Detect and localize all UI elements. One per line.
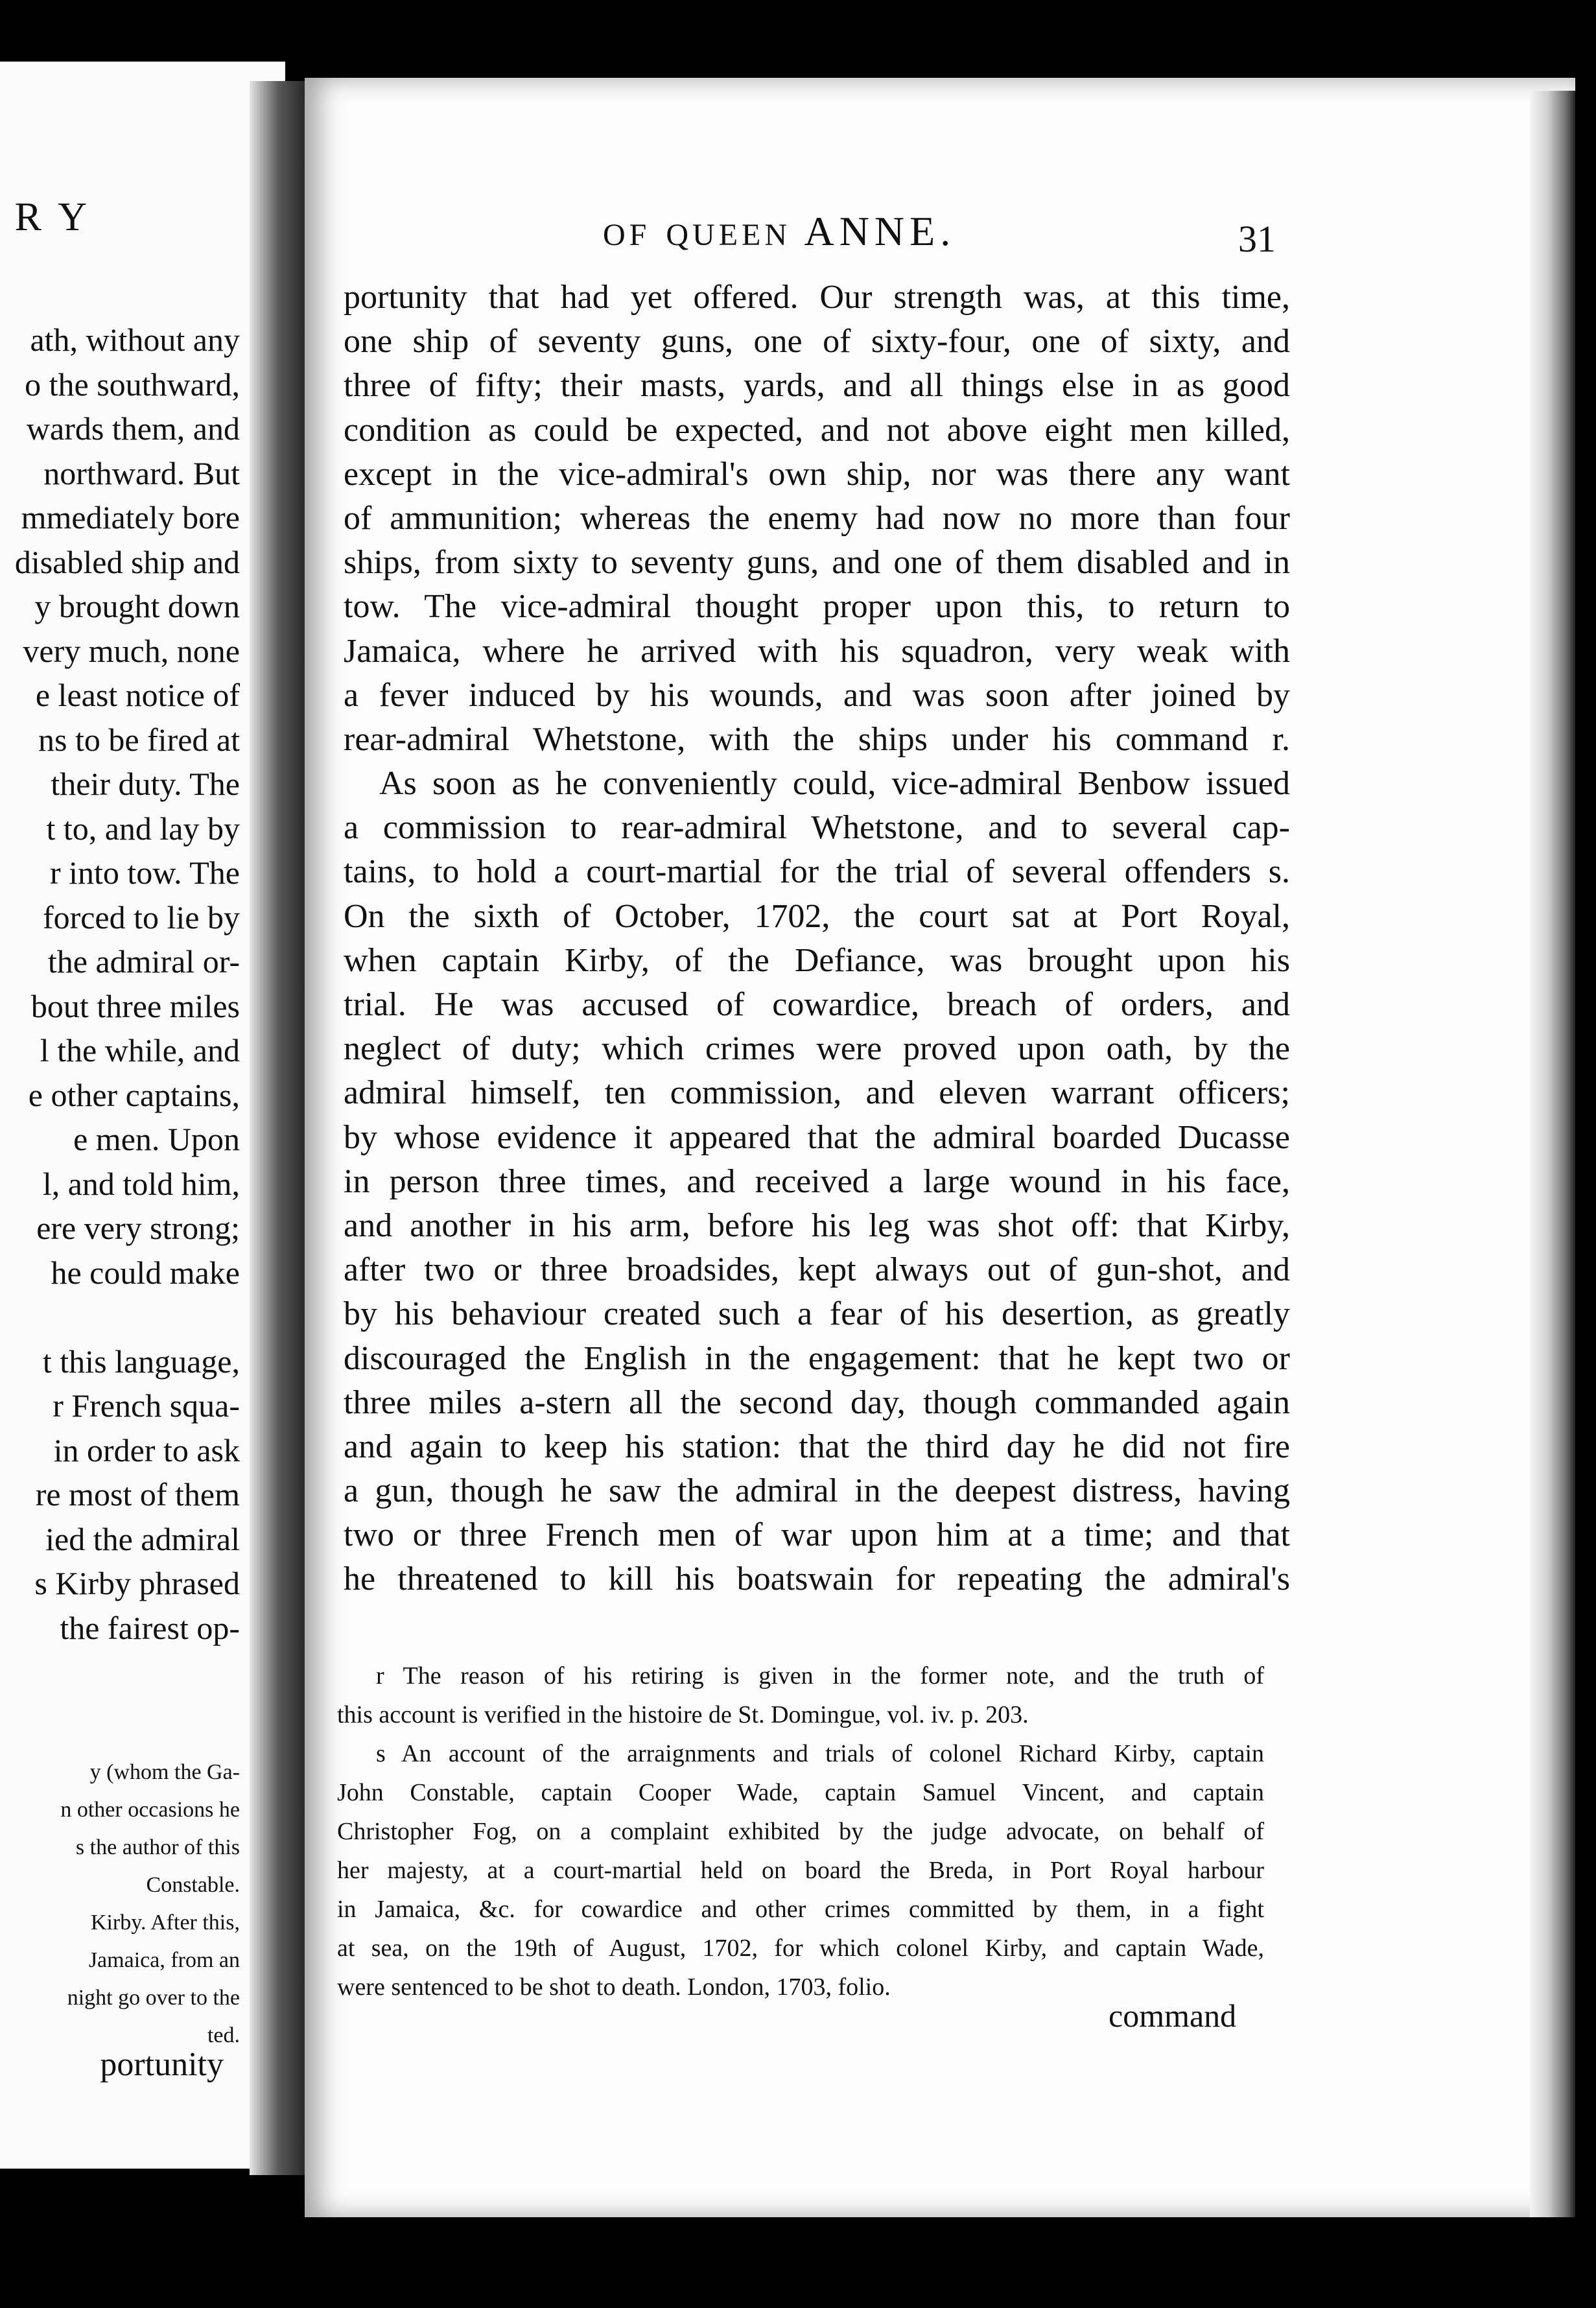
page-number: 31: [1238, 218, 1276, 260]
left-text-line: the fairest op-: [60, 1609, 240, 1646]
left-text-line: mmediately bore: [21, 499, 240, 536]
text-line: in person three times, and received a large wound in his face,: [344, 1162, 1290, 1200]
left-facing-page: [0, 62, 285, 2169]
text-line: As soon as he conveniently could, vice-admiral Benbow issued: [379, 765, 1290, 803]
text-line: On the sixth of October, 1702, the court sat at Port Royal,: [344, 897, 1290, 935]
text-line: one ship of seventy guns, one of sixty-four, one of sixty, and: [344, 323, 1290, 360]
footnote-line: were sentenced to be shot to death. London, 1703, folio.: [337, 1973, 891, 2001]
text-line: three of fifty; their masts, yards, and all things else in as good: [344, 367, 1290, 405]
left-text-line: ns to be fired at: [38, 721, 240, 758]
text-line: when captain Kirby, of the Defiance, was brought upon his: [344, 941, 1290, 979]
left-text-line: disabled ship and: [14, 543, 240, 580]
left-text-line: t to, and lay by: [46, 810, 240, 847]
text-line: tains, to hold a court-martial for the trial of several offenders s.: [344, 853, 1290, 891]
left-text-line: e men. Upon: [73, 1121, 240, 1157]
left-text-line: r French squa-: [53, 1387, 240, 1424]
text-line: by his behaviour created such a fear of his desertion, as greatly: [344, 1295, 1290, 1333]
text-line: of ammunition; whereas the enemy had now no more than four: [344, 499, 1290, 537]
left-text-line: northward. But: [43, 454, 240, 491]
left-text-line: their duty. The: [51, 766, 240, 802]
left-note-line: Kirby. After this,: [90, 1911, 240, 1935]
page-edge-shadow: [1530, 91, 1575, 2217]
text-line: a fever induced by his wounds, and was soon after joined by: [344, 676, 1290, 714]
footnote-line: r The reason of his retiring is given in the former note, and the truth of: [376, 1662, 1264, 1690]
text-line: condition as could be expected, and not above eight men killed,: [344, 411, 1290, 449]
left-note-line: s the author of this: [75, 1835, 240, 1859]
text-line: he threatened to kill his boatswain for repeating the admiral's: [344, 1560, 1290, 1598]
footnote-line: s An account of the arraignments and trials of colonel Richard Kirby, captain: [376, 1740, 1264, 1767]
text-line: neglect of duty; which crimes were proved upon oath, by the: [344, 1030, 1290, 1068]
left-text-line: o the southward,: [25, 366, 240, 403]
left-text-line: bout three miles: [30, 987, 240, 1024]
text-line: ships, from sixty to seventy guns, and one of them disabled and in: [344, 544, 1290, 582]
running-head-queen: QUEEN: [666, 218, 791, 252]
text-line: except in the vice-admiral's own ship, nor was there any want: [344, 455, 1290, 493]
left-note-line: y (whom the Ga-: [89, 1760, 240, 1784]
text-line: admiral himself, ten commission, and eleven warrant officers;: [344, 1074, 1290, 1112]
left-running-head: R Y: [14, 195, 91, 239]
left-text-line: ere very strong;: [36, 1210, 240, 1246]
running-head-anne: ANNE.: [804, 208, 956, 254]
text-line: a commission to rear-admiral Whetstone, and to several cap-: [344, 809, 1290, 847]
text-line: trial. He was accused of cowardice, breach of orders, and: [344, 986, 1290, 1023]
left-note-line: Jamaica, from an: [88, 1948, 240, 1972]
text-line: and another in his arm, before his leg was shot off: that Kirby,: [344, 1207, 1290, 1244]
left-note-line: n other occasions he: [60, 1798, 240, 1822]
left-text-line: ied the admiral: [45, 1520, 240, 1557]
footnotes: [337, 1656, 1264, 2007]
footnote-line: this account is verified in the histoire de St. Domingue, vol. iv. p. 203.: [337, 1701, 1029, 1728]
left-note-line: Constable.: [146, 1873, 240, 1897]
footnote-line: Christopher Fog, on a complaint exhibited by the judge advocate, on behalf of: [337, 1818, 1264, 1845]
left-text-line: the admiral or-: [47, 943, 240, 980]
running-head-of: OF: [603, 218, 651, 252]
footnote-line: at sea, on the 19th of August, 1702, for which colonel Kirby, and captain Wade,: [337, 1935, 1264, 1962]
text-line: by whose evidence it appeared that the admiral boarded Ducasse: [344, 1118, 1290, 1156]
footnote-line: John Constable, captain Cooper Wade, captain Samuel Vincent, and captain: [337, 1779, 1264, 1806]
text-line: two or three French men of war upon him at a time; and that: [344, 1516, 1290, 1554]
footnote-line: in Jamaica, &c. for cowardice and other crimes committed by them, in a fight: [337, 1896, 1264, 1923]
left-text-line: re most of them: [35, 1476, 240, 1513]
text-line: discouraged the English in the engagement: that he kept two or: [344, 1339, 1290, 1377]
left-text-line: e other captains,: [28, 1076, 240, 1113]
left-note-line: night go over to the: [67, 1986, 240, 2010]
text-line: rear-admiral Whetstone, with the ships under his command r.: [344, 720, 1290, 758]
text-line: and again to keep his station: that the third day he did not fire: [344, 1428, 1290, 1465]
left-catchword: portunity: [100, 2046, 224, 2083]
left-text-line: ath, without any: [30, 322, 240, 358]
left-text-line: s Kirby phrased: [34, 1565, 240, 1601]
running-head: [603, 207, 956, 255]
left-text-line: forced to lie by: [42, 899, 240, 936]
body-text: [344, 276, 1290, 1602]
left-text-line: he could make: [51, 1254, 240, 1291]
text-line: after two or three broadsides, kept always out of gun-shot, and: [344, 1251, 1290, 1289]
text-line: three miles a-stern all the second day, though commanded again: [344, 1384, 1290, 1421]
left-text-line: wards them, and: [26, 410, 240, 447]
text-line: a gun, though he saw the admiral in the deepest distress, having: [344, 1472, 1290, 1510]
left-text-line: y brought down: [34, 588, 240, 624]
text-line: Jamaica, where he arrived with his squadron, very weak with: [344, 632, 1290, 670]
catchword: command: [1109, 1997, 1237, 2034]
left-text-line: r into tow. The: [49, 854, 240, 891]
text-line: tow. The vice-admiral thought proper upon this, to return to: [344, 588, 1290, 626]
left-text-line: l, and told him,: [42, 1165, 240, 1202]
left-text-line: e least notice of: [35, 677, 240, 713]
footnote-line: her majesty, at a court-martial held on board the Breda, in Port Royal harbour: [337, 1857, 1264, 1884]
left-text-line: t this language,: [42, 1343, 240, 1380]
left-note-line: ted.: [207, 2023, 240, 2047]
left-text-line: in order to ask: [53, 1431, 240, 1468]
left-text-line: l the while, and: [40, 1032, 240, 1068]
left-text-line: very much, none: [23, 632, 240, 669]
text-line: portunity that had yet offered. Our strength was, at this time,: [344, 279, 1290, 316]
